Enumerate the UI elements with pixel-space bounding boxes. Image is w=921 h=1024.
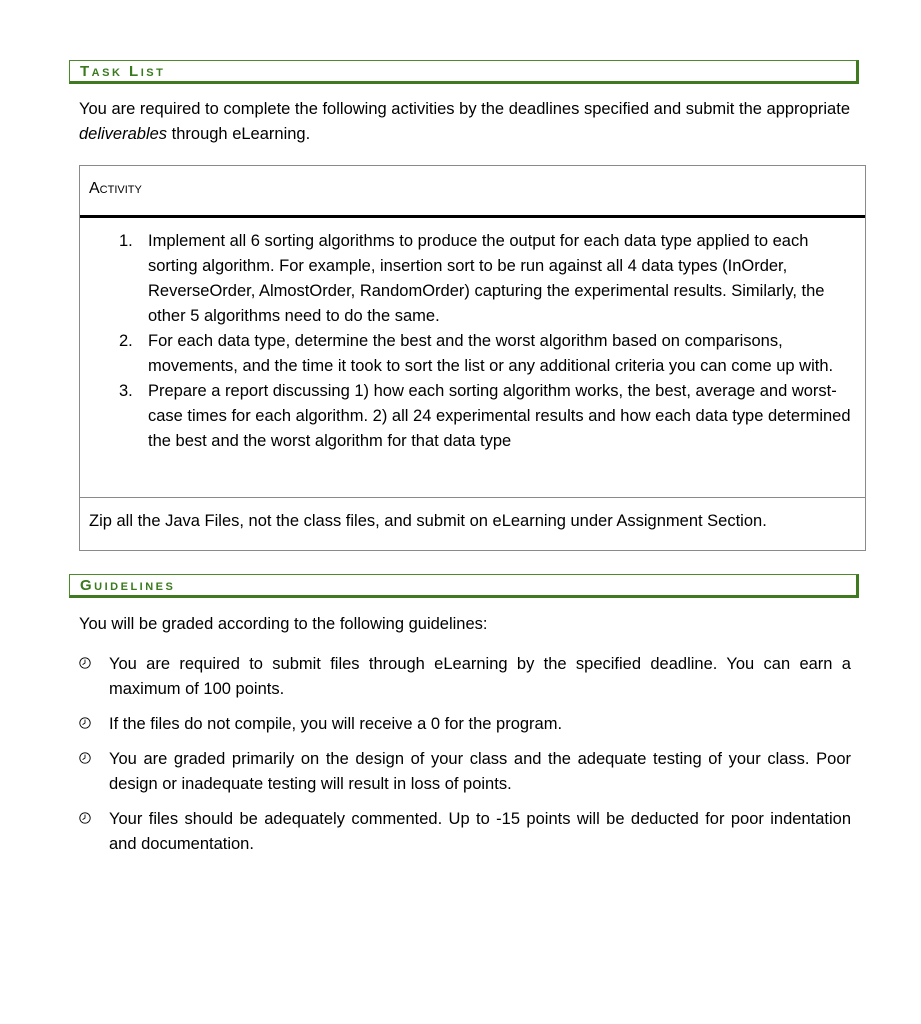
guideline-text: Your files should be adequately commented. Up to -15 points will be deducted for poor indentation and documentation.	[109, 810, 851, 853]
task-list-header	[69, 60, 859, 84]
activity-list	[80, 229, 865, 454]
guidelines-heading: Guidelines	[80, 577, 176, 594]
activity-item-number: 3.	[119, 382, 133, 400]
guidelines-header	[69, 574, 859, 598]
activity-item	[80, 229, 865, 329]
activity-table-header	[80, 166, 865, 218]
activity-item-text: For each data type, determine the best and the worst algorithm based on comparisons, movements, and the time it took to sort the list or any additional criteria you can come up with.	[148, 332, 834, 375]
activity-table	[79, 165, 866, 551]
activity-item-text: Prepare a report discussing 1) how each sorting algorithm works, the best, average and worst-case times for each algorithm. 2) all 24 experimental results and how each data type determined the best and the worst algorithm for that data type	[148, 382, 851, 450]
intro-text-start: You are required to complete the following activities by the deadlines specified and submit the appropriate	[79, 100, 850, 118]
activity-item-number: 1.	[119, 232, 133, 250]
task-list-heading: Task List	[80, 63, 166, 80]
guideline-item	[79, 652, 851, 702]
guidelines-intro: You will be graded according to the following guidelines:	[79, 615, 488, 633]
clock-icon	[79, 717, 91, 729]
activity-header-label: Activity	[89, 180, 142, 197]
intro-text-end: through eLearning.	[167, 125, 311, 143]
intro-text-italic: deliverables	[79, 125, 168, 143]
activity-item	[80, 329, 865, 379]
activity-table-body	[80, 218, 865, 498]
guidelines-list	[79, 652, 851, 867]
guideline-item	[79, 807, 851, 857]
guideline-item	[79, 747, 851, 797]
guideline-item	[79, 712, 851, 737]
task-list-intro	[79, 97, 850, 147]
clock-icon	[79, 812, 91, 824]
guideline-text: If the files do not compile, you will receive a 0 for the program.	[109, 715, 563, 733]
activity-table-footer: Zip all the Java Files, not the class files, and submit on eLearning under Assignment Section.	[89, 512, 767, 530]
clock-icon	[79, 657, 91, 669]
activity-item-text: Implement all 6 sorting algorithms to produce the output for each data type applied to each sorting algorithm. For example, insertion sort to be run against all 4 data types (InOrder, ReverseOrder, AlmostOrder, RandomOrder) capturing the experimental results. Similarly, the other 5 algorithms need to do the same.	[148, 232, 825, 325]
clock-icon	[79, 752, 91, 764]
guideline-text: You are graded primarily on the design of your class and the adequate testing of your class. Poor design or inadequate testing will result in loss of points.	[109, 750, 851, 793]
activity-item-number: 2.	[119, 332, 133, 350]
guideline-text: You are required to submit files through eLearning by the specified deadline. You can earn a maximum of 100 points.	[109, 655, 851, 698]
activity-item	[80, 379, 865, 454]
